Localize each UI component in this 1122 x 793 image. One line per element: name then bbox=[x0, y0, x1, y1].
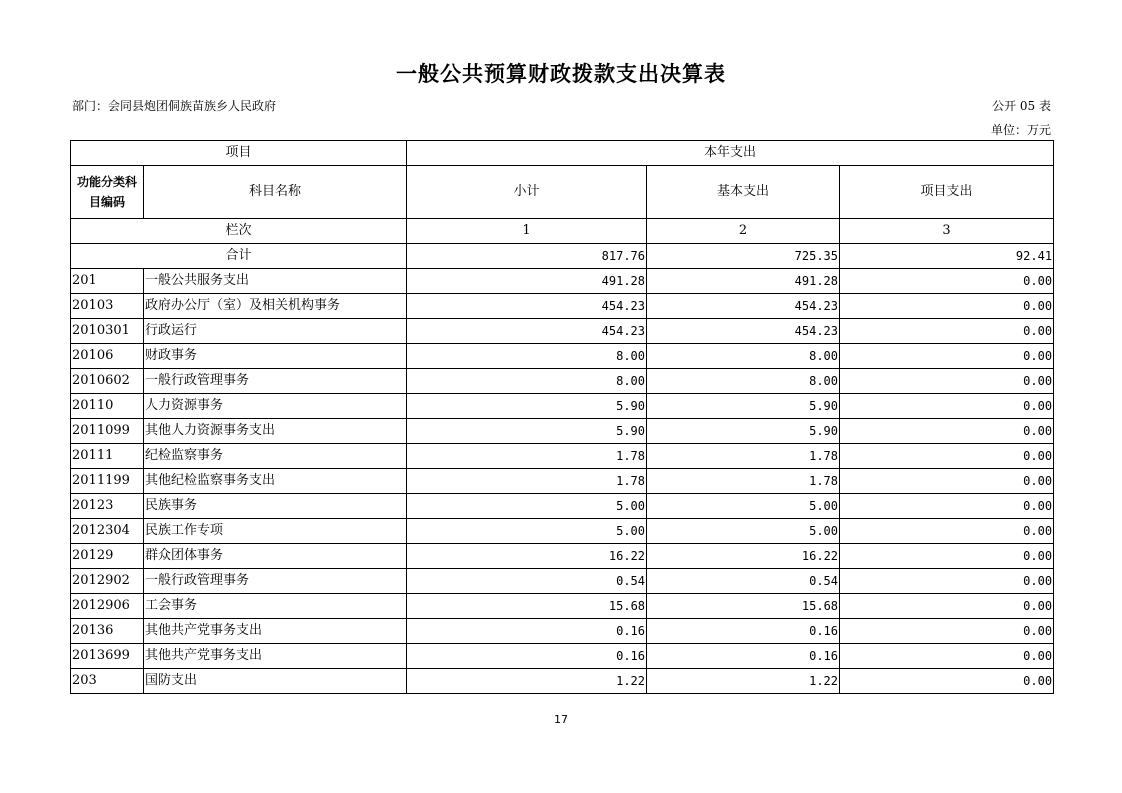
row-name: 民族工作专项 bbox=[144, 519, 407, 544]
row-code: 203 bbox=[71, 669, 144, 694]
row-project: 0.00 bbox=[840, 644, 1054, 669]
total-label: 合计 bbox=[71, 244, 407, 269]
row-subtotal: 5.90 bbox=[407, 394, 647, 419]
row-name: 其他共产党事务支出 bbox=[144, 644, 407, 669]
row-name: 纪检监察事务 bbox=[144, 444, 407, 469]
row-name: 一般行政管理事务 bbox=[144, 569, 407, 594]
table-row bbox=[71, 369, 1054, 394]
table-row bbox=[71, 294, 1054, 319]
row-basic: 8.00 bbox=[647, 344, 840, 369]
row-subtotal: 0.54 bbox=[407, 569, 647, 594]
row-project: 0.00 bbox=[840, 344, 1054, 369]
row-project: 0.00 bbox=[840, 444, 1054, 469]
column-index-row bbox=[71, 219, 1054, 244]
page-title: 一般公共预算财政拨款支出决算表 bbox=[396, 62, 726, 86]
row-name: 其他人力资源事务支出 bbox=[144, 419, 407, 444]
row-subtotal: 5.00 bbox=[407, 494, 647, 519]
row-basic: 5.90 bbox=[647, 419, 840, 444]
row-subtotal: 1.22 bbox=[407, 669, 647, 694]
row-code: 20111 bbox=[71, 444, 144, 469]
row-code: 201 bbox=[71, 269, 144, 294]
row-name: 行政运行 bbox=[144, 319, 407, 344]
col-index-3: 3 bbox=[840, 219, 1054, 244]
row-project: 0.00 bbox=[840, 394, 1054, 419]
row-name: 一般行政管理事务 bbox=[144, 369, 407, 394]
row-subtotal: 454.23 bbox=[407, 319, 647, 344]
current-year-header: 本年支出 bbox=[407, 141, 1054, 166]
row-basic: 16.22 bbox=[647, 544, 840, 569]
row-name: 工会事务 bbox=[144, 594, 407, 619]
row-code: 2013699 bbox=[71, 644, 144, 669]
row-project: 0.00 bbox=[840, 469, 1054, 494]
table-row bbox=[71, 444, 1054, 469]
row-basic: 491.28 bbox=[647, 269, 840, 294]
row-subtotal: 1.78 bbox=[407, 444, 647, 469]
table-row bbox=[71, 619, 1054, 644]
table-row bbox=[71, 519, 1054, 544]
table-row bbox=[71, 494, 1054, 519]
row-subtotal: 16.22 bbox=[407, 544, 647, 569]
row-basic: 15.68 bbox=[647, 594, 840, 619]
table-row bbox=[71, 319, 1054, 344]
row-project: 0.00 bbox=[840, 494, 1054, 519]
table-row bbox=[71, 569, 1054, 594]
table-row bbox=[71, 544, 1054, 569]
row-subtotal: 0.16 bbox=[407, 644, 647, 669]
total-project: 92.41 bbox=[840, 244, 1054, 269]
row-subtotal: 8.00 bbox=[407, 369, 647, 394]
row-project: 0.00 bbox=[840, 294, 1054, 319]
row-name: 群众团体事务 bbox=[144, 544, 407, 569]
row-project: 0.00 bbox=[840, 669, 1054, 694]
row-name: 政府办公厅（室）及相关机构事务 bbox=[144, 294, 407, 319]
row-basic: 454.23 bbox=[647, 294, 840, 319]
row-name: 民族事务 bbox=[144, 494, 407, 519]
row-name: 一般公共服务支出 bbox=[144, 269, 407, 294]
header-row-1 bbox=[71, 141, 1054, 166]
row-basic: 5.00 bbox=[647, 494, 840, 519]
row-subtotal: 5.00 bbox=[407, 519, 647, 544]
row-name: 人力资源事务 bbox=[144, 394, 407, 419]
row-code: 2010301 bbox=[71, 319, 144, 344]
row-project: 0.00 bbox=[840, 569, 1054, 594]
row-code: 20123 bbox=[71, 494, 144, 519]
row-project: 0.00 bbox=[840, 519, 1054, 544]
row-name: 其他共产党事务支出 bbox=[144, 619, 407, 644]
row-code: 2012906 bbox=[71, 594, 144, 619]
row-basic: 1.22 bbox=[647, 669, 840, 694]
row-code: 2010602 bbox=[71, 369, 144, 394]
basic-header: 基本支出 bbox=[647, 166, 840, 219]
row-subtotal: 5.90 bbox=[407, 419, 647, 444]
row-code: 2011199 bbox=[71, 469, 144, 494]
func-code-header: 功能分类科目编码 bbox=[71, 166, 144, 219]
row-name: 其他纪检监察事务支出 bbox=[144, 469, 407, 494]
row-subtotal: 8.00 bbox=[407, 344, 647, 369]
row-subtotal: 454.23 bbox=[407, 294, 647, 319]
row-basic: 0.16 bbox=[647, 619, 840, 644]
table-row bbox=[71, 394, 1054, 419]
row-name: 国防支出 bbox=[144, 669, 407, 694]
total-subtotal: 817.76 bbox=[407, 244, 647, 269]
row-project: 0.00 bbox=[840, 419, 1054, 444]
row-basic: 8.00 bbox=[647, 369, 840, 394]
project-header: 项目支出 bbox=[840, 166, 1054, 219]
table-row bbox=[71, 594, 1054, 619]
col-index-1: 1 bbox=[407, 219, 647, 244]
unit-label: 单位：万元 bbox=[990, 123, 1051, 137]
row-project: 0.00 bbox=[840, 319, 1054, 344]
table-row bbox=[71, 269, 1054, 294]
row-subtotal: 0.16 bbox=[407, 619, 647, 644]
expenditure-table bbox=[70, 140, 1054, 694]
row-subtotal: 1.78 bbox=[407, 469, 647, 494]
table-row bbox=[71, 419, 1054, 444]
page-number: 17 bbox=[554, 713, 568, 726]
row-code: 20106 bbox=[71, 344, 144, 369]
item-header: 项目 bbox=[71, 141, 407, 166]
total-row bbox=[71, 244, 1054, 269]
row-basic: 454.23 bbox=[647, 319, 840, 344]
row-project: 0.00 bbox=[840, 269, 1054, 294]
row-code: 20110 bbox=[71, 394, 144, 419]
subtotal-header: 小计 bbox=[407, 166, 647, 219]
row-basic: 5.00 bbox=[647, 519, 840, 544]
row-project: 0.00 bbox=[840, 369, 1054, 394]
row-project: 0.00 bbox=[840, 619, 1054, 644]
table-row bbox=[71, 344, 1054, 369]
row-name: 财政事务 bbox=[144, 344, 407, 369]
row-code: 2012304 bbox=[71, 519, 144, 544]
table-row bbox=[71, 469, 1054, 494]
row-code: 20129 bbox=[71, 544, 144, 569]
row-code: 20136 bbox=[71, 619, 144, 644]
row-code: 2011099 bbox=[71, 419, 144, 444]
row-project: 0.00 bbox=[840, 594, 1054, 619]
table-code: 公开 05 表 bbox=[992, 99, 1051, 113]
total-basic: 725.35 bbox=[647, 244, 840, 269]
header-row-2 bbox=[71, 166, 1054, 219]
subject-name-header: 科目名称 bbox=[144, 166, 407, 219]
row-basic: 1.78 bbox=[647, 444, 840, 469]
column-index-label: 栏次 bbox=[71, 219, 407, 244]
row-project: 0.00 bbox=[840, 544, 1054, 569]
row-code: 20103 bbox=[71, 294, 144, 319]
row-subtotal: 15.68 bbox=[407, 594, 647, 619]
department-label: 部门：会同县炮团侗族苗族乡人民政府 bbox=[72, 99, 277, 113]
col-index-2: 2 bbox=[647, 219, 840, 244]
row-basic: 0.16 bbox=[647, 644, 840, 669]
row-subtotal: 491.28 bbox=[407, 269, 647, 294]
row-basic: 5.90 bbox=[647, 394, 840, 419]
table-row bbox=[71, 644, 1054, 669]
row-basic: 1.78 bbox=[647, 469, 840, 494]
table-row bbox=[71, 669, 1054, 694]
row-code: 2012902 bbox=[71, 569, 144, 594]
row-basic: 0.54 bbox=[647, 569, 840, 594]
